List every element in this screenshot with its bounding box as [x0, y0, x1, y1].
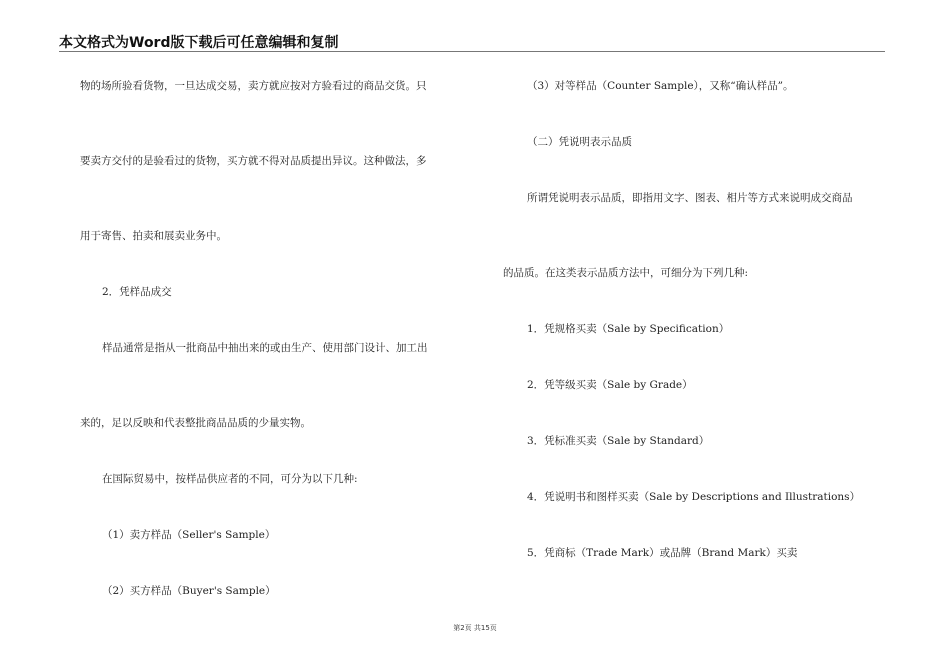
left-paragraph-line-1: 物的场所验看货物，一旦达成交易，卖方就应按对方验看过的商品交货。只	[80, 80, 427, 92]
left-paragraph-line-5: 样品通常是指从一批商品中抽出来的或由生产、使用部门设计、加工出	[102, 342, 428, 354]
list-item-trade-mark: 5．凭商标（Trade Mark）或品牌（Brand Mark）买卖	[527, 547, 798, 559]
left-paragraph-line-6: 来的，足以反映和代表整批商品品质的少量实物。	[80, 417, 311, 429]
list-item-grade: 2．凭等级买卖（Sale by Grade）	[527, 379, 693, 391]
list-item-standard: 3．凭标准买卖（Sale by Standard）	[527, 435, 710, 447]
list-item-seller-sample: （1）卖方样品（Seller's Sample）	[102, 529, 276, 541]
document-header-title: 本文格式为Word版下载后可任意编辑和复制	[59, 35, 339, 51]
list-item-buyer-sample: （2）买方样品（Buyer's Sample）	[102, 585, 276, 597]
left-paragraph-line-2: 要卖方交付的是验看过的货物，买方就不得对品质提出异议。这种做法，多	[80, 155, 427, 167]
list-item-specification: 1．凭规格买卖（Sale by Specification）	[527, 323, 730, 335]
left-paragraph-line-3: 用于寄售、拍卖和展卖业务中。	[80, 230, 227, 242]
list-item-counter-sample: （3）对等样品（Counter Sample），又称“确认样品”。	[527, 80, 794, 92]
left-paragraph-line-7: 在国际贸易中，按样品供应者的不同，可分为以下几种:	[102, 473, 358, 485]
list-item-descriptions: 4．凭说明书和图样买卖（Sale by Descriptions and Illustrations）	[527, 491, 861, 503]
section-heading-description: （二）凭说明表示品质	[527, 136, 632, 148]
page-number: 第2页 共15页	[453, 624, 497, 632]
right-paragraph-line-4: 的品质。在这类表示品质方法中，可细分为下列几种:	[503, 267, 749, 279]
right-paragraph-line-3: 所谓凭说明表示品质，即指用文字、图表、相片等方式来说明成交商品	[527, 192, 853, 204]
section-heading-sample: 2．凭样品成交	[102, 286, 172, 298]
header-divider	[59, 51, 885, 52]
